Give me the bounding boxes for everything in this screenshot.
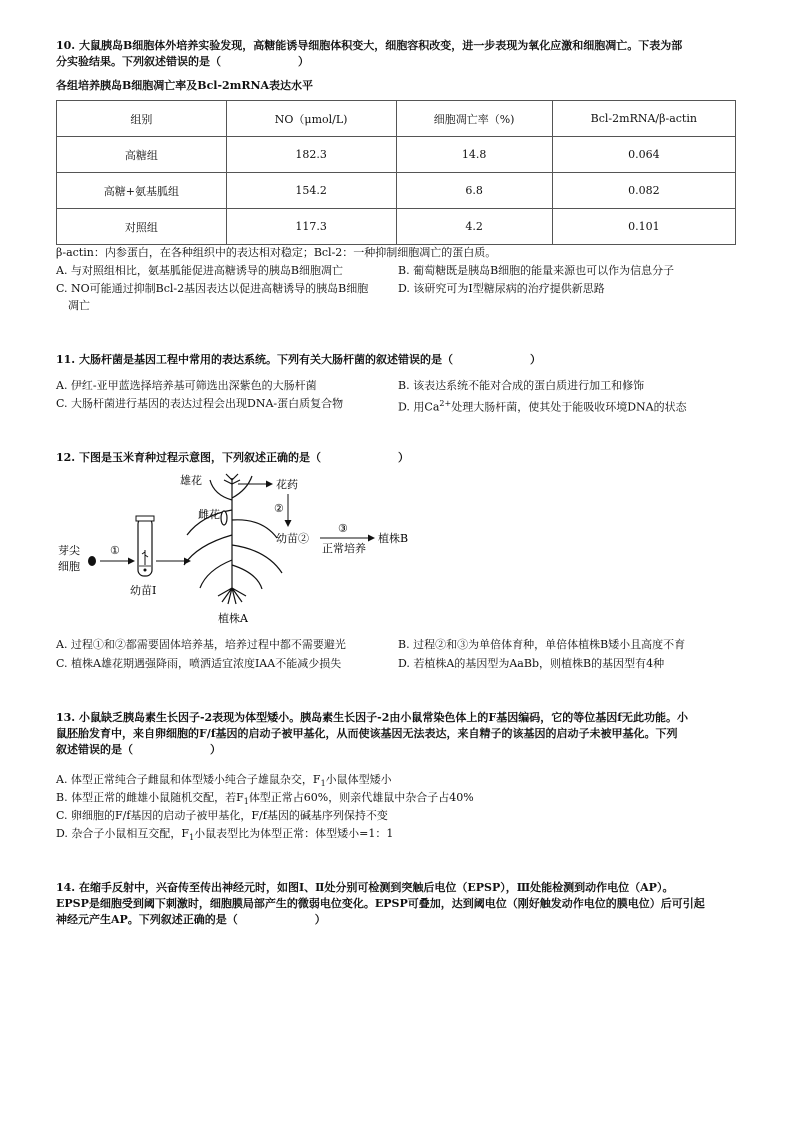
table-cell: 117.3 — [226, 209, 396, 245]
q13-option-d-pre: D. 杂合子小鼠相互交配，F — [56, 827, 190, 840]
table-header-cell: NO（μmol/L) — [226, 101, 396, 137]
q14-stem-line1: 14. 在缩手反射中，兴奋传至传出神经元时，如图Ⅰ、Ⅱ处分别可检测到突触后电位（EPSP），Ⅲ处能检测到动作电位（AP）。 — [56, 881, 674, 894]
q11-option-a: A. 伊红-亚甲蓝选择培养基可筛选出深紫色的大肠杆菌 — [56, 379, 317, 392]
q13-option-a-post: 小鼠体型矮小 — [325, 773, 392, 786]
q12-option-a: A. 过程①和②都需要固体培养基，培养过程中都不需要避光 — [56, 638, 346, 651]
q10-stem — [56, 38, 756, 70]
table-cell: 0.082 — [552, 173, 735, 209]
label-seedling2: 幼苗② — [276, 532, 309, 545]
q13-option-c: C. 卵细胞的F/f基因的启动子被甲基化，F/f基因的碱基序列保持不变 — [56, 809, 388, 822]
label-step2: ② — [274, 502, 284, 515]
q10-note: β-actin：内参蛋白，在各种组织中的表达相对稳定；Bcl-2：一种抑制细胞凋亡的蛋白质。 — [56, 246, 497, 259]
label-normal-culture: 正常培养 — [322, 542, 366, 555]
q13-option-d-sub: 1 — [189, 833, 195, 843]
q11-option-d-sup: 2+ — [439, 399, 452, 408]
q11-option-c: C. 大肠杆菌进行基因的表达过程会出现DNA-蛋白质复合物 — [56, 397, 344, 410]
test-tube-icon — [136, 516, 154, 576]
corn-plant-icon — [184, 474, 282, 604]
q10-stem-line1: 10. 大鼠胰岛B细胞体外培养实验发现，高糖能诱导细胞体积变大，细胞容积改变，进一步表现为氧化应激和细胞凋亡。下表为部 — [56, 39, 683, 52]
table-cell: 0.064 — [552, 137, 735, 173]
label-cell: 细胞 — [58, 560, 80, 573]
table-cell: 0.101 — [552, 209, 735, 245]
q11-option-d-post: 处理大肠杆菌，使其处于能吸收环境DNA的状态 — [451, 400, 687, 414]
table-header-cell: 细胞凋亡率（%) — [396, 101, 552, 137]
q14-stem-line3: 神经元产生AP。下列叙述正确的是（ ） — [56, 913, 326, 926]
q14-stem-line2: EPSP是细胞受到阈下刺激时，细胞膜局部产生的微弱电位变化。EPSP可叠加，达到阈电位（刚好触发动作电位的膜电位）后可引起 — [56, 897, 705, 910]
cell-dot — [88, 556, 96, 566]
table-row — [57, 137, 736, 173]
q12-stem: 12. 下图是玉米育种过程示意图，下列叙述正确的是（ ） — [56, 451, 409, 464]
q13-stem-line3: 叙述错误的是（ ） — [56, 743, 221, 756]
q10-option-c-cont: 凋亡 — [68, 299, 90, 312]
label-anther: 花药 — [276, 478, 298, 491]
q10-table — [56, 100, 736, 245]
q12-option-b: B. 过程②和③为单倍体育种，单倍体植株B矮小且高度不育 — [398, 638, 686, 651]
label-male-flower: 雄花 — [180, 474, 202, 487]
table-cell: 6.8 — [396, 173, 552, 209]
q10-stem-line2: 分实验结果。下列叙述错误的是（ ） — [56, 55, 309, 68]
q13-stem — [56, 710, 688, 758]
label-seedling1: 幼苗Ⅰ — [130, 584, 157, 597]
label-step3: ③ — [338, 522, 348, 535]
table-cell: 高糖+氨基胍组 — [57, 173, 227, 209]
q13-option-b-post: 体型正常占60%，则亲代雄鼠中杂合子占40% — [248, 791, 474, 804]
label-bud: 芽尖 — [58, 544, 80, 557]
q14-stem — [56, 880, 705, 928]
table-cell: 4.2 — [396, 209, 552, 245]
q11-option-d-pre: D. 用Ca — [398, 400, 440, 414]
q13-stem-line2: 鼠胚胎发育中，来自卵细胞的F/f基因的启动子被甲基化，从而使该基因无法表达，来自精子的该基因的启动子未被甲基化。下列 — [56, 727, 678, 740]
table-cell: 对照组 — [57, 209, 227, 245]
q10-option-a: A. 与对照组相比，氨基胍能促进高糖诱导的胰岛B细胞凋亡 — [56, 264, 344, 277]
q11-option-b: B. 该表达系统不能对合成的蛋白质进行加工和修饰 — [398, 379, 645, 392]
q12-option-d: D. 若植株A的基因型为AaBb，则植株B的基因型有4种 — [398, 657, 665, 670]
table-cell: 154.2 — [226, 173, 396, 209]
label-step1: ① — [110, 544, 120, 557]
q13-option-b-sub: 1 — [243, 797, 249, 807]
table-header-cell: 组别 — [57, 101, 227, 137]
q13-option-d-post: 小鼠表型比为体型正常：体型矮小=1：1 — [194, 827, 394, 840]
q10-option-b: B. 葡萄糖既是胰岛B细胞的能量来源也可以作为信息分子 — [398, 264, 675, 277]
table-row — [57, 173, 736, 209]
q13-stem-line1: 13. 小鼠缺乏胰岛素生长因子-2表现为体型矮小。胰岛素生长因子-2由小鼠常染色体上的F基因编码，它的等位基因f无此功能。小 — [56, 711, 688, 724]
table-cell: 182.3 — [226, 137, 396, 173]
q11-stem: 11. 大肠杆菌是基因工程中常用的表达系统。下列有关大肠杆菌的叙述错误的是（ ） — [56, 353, 541, 366]
q10-option-d: D. 该研究可为Ⅰ型糖尿病的治疗提供新思路 — [398, 282, 605, 295]
label-plant-a: 植株A — [218, 612, 248, 625]
q12-breeding-diagram — [50, 470, 450, 630]
q10-table-caption: 各组培养胰岛B细胞凋亡率及Bcl-2mRNA表达水平 — [56, 79, 314, 92]
table-cell: 高糖组 — [57, 137, 227, 173]
table-header-cell: Bcl-2mRNA/β-actin — [552, 101, 735, 137]
q13-option-d — [56, 826, 393, 846]
q11-option-d — [398, 396, 687, 416]
table-header-row — [57, 101, 736, 137]
q13-option-a-pre: A. 体型正常纯合子雌鼠和体型矮小纯合子雄鼠杂交，F — [56, 773, 321, 786]
q13-option-a-sub: 1 — [320, 779, 326, 789]
label-plant-b: 植株B — [378, 532, 409, 545]
q13-option-b-pre: B. 体型正常的雌雄小鼠随机交配，若F — [56, 791, 244, 804]
q10-option-c: C. NO可能通过抑制Bcl-2基因表达以促进高糖诱导的胰岛B细胞 — [56, 282, 369, 295]
q12-option-c: C. 植株A雄花期遇强降雨，喷洒适宜浓度IAA不能减少损失 — [56, 657, 342, 670]
label-female-flower: 雌花 — [198, 508, 220, 521]
table-row — [57, 209, 736, 245]
table-cell: 14.8 — [396, 137, 552, 173]
